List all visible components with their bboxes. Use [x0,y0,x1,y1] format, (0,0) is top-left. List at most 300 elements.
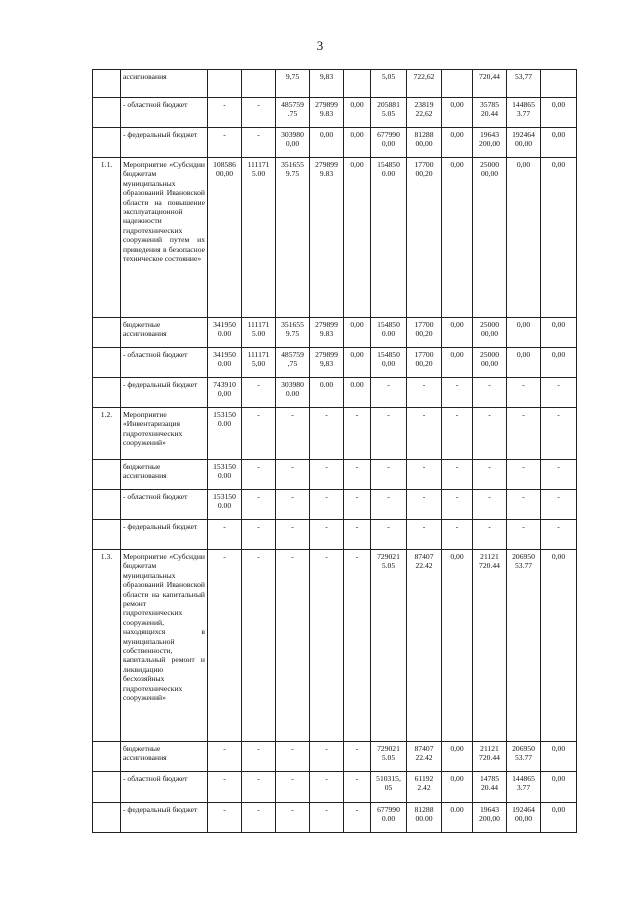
value-cell [407,348,442,378]
value-line: - [257,462,260,471]
value-cell [473,158,507,318]
value-line: - [257,100,260,109]
value-line: - [223,100,226,109]
value-cell [407,803,442,833]
value-line: 22.42 [415,561,433,571]
value-cell [371,460,407,490]
row-code-cell: 1.2. [93,408,121,460]
value-cell [541,318,577,348]
value-cell [407,520,442,550]
value-line: 0.00 [217,501,232,511]
value-line: 111171 [247,320,270,329]
value-cell [371,378,407,408]
value-cell [541,378,577,408]
value-cell [442,348,473,378]
value-line: - [355,552,359,561]
value-cell [242,158,276,318]
value-cell [442,408,473,460]
value-cell [310,70,344,98]
value-cell [371,803,407,833]
value-line: 3.77 [516,783,531,793]
value-line: - [257,774,260,783]
value-cell [242,742,276,772]
value-cell [507,742,541,772]
value-cell [541,742,577,772]
value-line: 22,62 [415,109,433,119]
value-cell [242,348,276,378]
value-cell [442,128,473,158]
value-cell [407,490,442,520]
value-cell [371,128,407,158]
row-code-cell: 1.3. [93,550,121,742]
value-line: 485759 [281,350,304,359]
row-code-cell [93,490,121,520]
value-line: 722,62 [413,72,435,81]
value-line: 25000 [480,160,499,169]
table-row [93,772,577,803]
value-cell [442,742,473,772]
value-line: - [355,805,359,814]
value-line: - [257,410,260,419]
value-cell [371,742,407,772]
value-cell [208,70,242,98]
value-cell [473,98,507,128]
value-line: 00,00 [480,169,499,179]
value-cell [276,158,310,318]
value-line: - [355,522,359,531]
value-cell [507,490,541,520]
value-line: - [355,774,359,783]
value-cell [541,98,577,128]
value-cell [507,520,541,550]
value-cell [208,490,242,520]
value-cell [442,98,473,128]
value-line: 20.44 [480,783,499,793]
value-cell [310,128,344,158]
value-line: 19643 [480,130,499,139]
value-cell [208,378,242,408]
value-line: 81288 [414,130,434,139]
value-cell [310,318,344,348]
value-line: 87407 [414,552,434,561]
value-line: - [557,522,560,531]
table-row [93,520,577,550]
value-cell [473,490,507,520]
row-label-cell: - федеральный бюджет [121,520,208,550]
value-line: 00.00 [415,814,433,824]
value-line: 0.00 [217,359,232,369]
value-line: 720.44 [479,561,500,571]
value-cell [310,520,344,550]
value-line: - [455,410,459,419]
table-row [93,348,577,378]
table-row [93,378,577,408]
value-line: 0.00 [217,419,232,429]
value-cell [310,378,344,408]
value-line: 279899 [315,160,338,169]
value-cell [407,408,442,460]
value-cell [276,803,310,833]
value-line: - [488,522,491,531]
value-cell [407,318,442,348]
value-line: 0,00 [350,100,364,109]
value-cell [276,348,310,378]
value-line: 279899 [315,320,338,329]
value-line: - [522,410,525,419]
value-line: 0,00 [551,350,566,359]
value-line: 0.00 [217,329,232,339]
value-line: - [422,380,426,389]
value-cell [507,98,541,128]
row-label-cell: - федеральный бюджет [121,378,208,408]
value-line: - [325,552,328,561]
value-cell [344,490,371,520]
value-cell [310,158,344,318]
value-line: - [387,410,390,419]
value-line: 9,75 [285,72,300,81]
value-cell [242,490,276,520]
value-cell [507,318,541,348]
value-cell [371,318,407,348]
value-line: 5.00 [251,329,266,339]
value-cell [473,460,507,490]
value-cell [208,318,242,348]
value-line: - [325,522,328,531]
value-cell [473,378,507,408]
value-cell [310,348,344,378]
value-line: 0,00 [551,160,566,169]
value-cell [442,318,473,348]
value-line: 0,00 [551,100,566,109]
value-cell [242,803,276,833]
value-line: - [257,380,260,389]
value-line: 5.00 [251,169,266,179]
value-line: - [325,805,328,814]
row-label-cell: ассигнования [121,70,208,98]
value-line: 0,00 [381,359,396,369]
value-line: 0,00 [450,320,464,329]
budget-table-body [93,70,577,833]
row-code-cell [93,378,121,408]
value-line: 341950 [213,320,236,329]
value-line: 0,00 [319,130,334,139]
value-cell [541,490,577,520]
value-line: - [422,410,426,419]
value-cell [208,550,242,742]
value-line: 729021 [377,744,400,753]
value-line: 351655 [281,320,304,329]
value-cell [407,772,442,803]
value-line: 0.00 [450,805,464,814]
value-cell [371,550,407,742]
row-label-cell: Мероприятие «Субсидии бюджетам муниципальных образований Ивановской области на капитальный ремонт гидротехнических сооружений, находящихся в муниципальной собственности, капитальный ремонт и ликвидацию бесхозяйных гидротехнических сооружений» [121,550,208,742]
row-label-cell: - федеральный бюджет [121,128,208,158]
value-line: 720.44 [479,753,500,763]
value-cell [242,128,276,158]
value-cell [473,742,507,772]
value-cell [371,408,407,460]
value-line: 192464 [512,805,535,814]
value-line: 53.77 [514,561,533,571]
value-cell [310,772,344,803]
value-line: 14785 [480,774,499,783]
value-line: 206950 [512,552,535,561]
value-cell [242,378,276,408]
value-cell [344,772,371,803]
value-cell [310,490,344,520]
value-cell [310,408,344,460]
value-line: 0.00 [217,471,232,481]
value-line: - [355,462,359,471]
value-cell [310,742,344,772]
value-line: 0,00 [551,744,566,753]
value-cell [541,460,577,490]
row-code-cell [93,318,121,348]
value-cell [276,98,310,128]
value-line: 5,00 [251,359,266,369]
value-cell [371,158,407,318]
value-cell [208,348,242,378]
value-line: - [257,744,260,753]
value-cell [371,70,407,98]
value-line: 0,00 [516,160,531,169]
value-line: 154850 [377,160,400,169]
value-line: 0,00 [450,774,464,783]
value-cell [208,520,242,550]
value-line: 25000 [480,350,499,359]
value-line: 0,00 [551,805,566,814]
value-line: 0.00 [381,329,396,339]
value-cell [276,70,310,98]
value-line: - [291,522,294,531]
value-line: 81288 [414,805,434,814]
table-row [93,158,577,318]
value-cell [208,803,242,833]
value-cell [276,378,310,408]
value-line: 20.44 [480,109,499,119]
value-line: - [557,492,560,501]
value-line: 485759 [281,100,304,109]
table-row [93,550,577,742]
value-line: 200,00 [479,814,500,824]
value-cell [541,408,577,460]
value-line: 53,77 [514,72,533,81]
value-cell [442,550,473,742]
value-line: 743910 [213,380,236,389]
value-line: 25000 [480,320,499,329]
value-line: 279899 [315,350,338,359]
value-cell [541,158,577,318]
value-line: - [257,552,260,561]
value-line: 0.00 [381,169,396,179]
value-line: - [522,462,525,471]
value-cell [407,550,442,742]
value-line: 205881 [377,100,400,109]
value-cell [310,803,344,833]
value-line: 192464 [512,130,535,139]
value-line: ,75 [287,359,298,369]
value-line: 35785 [480,100,499,109]
value-line: 0,00 [516,320,531,329]
value-line: 0,00 [285,139,300,149]
value-line: 3.77 [516,109,531,119]
row-label-cell: - областной бюджет [121,98,208,128]
value-line: - [557,462,560,471]
value-cell [208,460,242,490]
table-row [93,98,577,128]
value-line: - [257,522,260,531]
value-line: 00,00 [480,359,499,369]
value-line: - [422,462,426,471]
value-line: 0,00 [450,552,464,561]
value-line: 5.05 [381,561,396,571]
value-cell [507,70,541,98]
value-line: 5,05 [381,72,396,81]
value-cell [442,772,473,803]
value-line: - [325,410,328,419]
value-cell [473,128,507,158]
value-cell [541,128,577,158]
value-line: 00,00 [215,169,234,179]
value-line: 341950 [213,350,236,359]
value-cell [371,490,407,520]
value-line: 0,00 [551,130,566,139]
value-cell [371,98,407,128]
value-cell [442,520,473,550]
row-label-cell: - областной бюджет [121,490,208,520]
value-line: 0,00 [551,320,566,329]
row-label-cell: бюджетные ассигнования [121,742,208,772]
value-line: - [522,380,525,389]
value-cell [473,772,507,803]
row-code-cell [93,70,121,98]
value-cell [541,348,577,378]
value-line: - [223,522,226,531]
value-cell [242,772,276,803]
table-row [93,490,577,520]
table-row [93,408,577,460]
value-line: - [455,380,459,389]
value-cell [242,520,276,550]
value-cell [208,772,242,803]
value-line: 5.05 [381,109,396,119]
value-line: 9.75 [285,329,300,339]
value-line: - [522,492,525,501]
table-row [93,70,577,98]
value-line: 0,00 [217,389,232,399]
value-line: 154850 [377,320,400,329]
value-line: - [325,774,328,783]
value-cell [407,460,442,490]
value-cell [541,550,577,742]
value-line: - [455,462,459,471]
value-line: - [325,462,328,471]
row-code-cell [93,772,121,803]
value-line: 0,00 [551,774,566,783]
value-line: 0,00 [450,350,464,359]
value-line: 111171 [247,350,270,359]
row-code-cell [93,98,121,128]
value-cell [344,128,371,158]
value-cell [442,803,473,833]
value-cell [276,742,310,772]
value-cell [242,460,276,490]
value-cell [442,158,473,318]
value-line: - [522,522,525,531]
value-cell [442,70,473,98]
value-cell [473,520,507,550]
value-line: 0,00 [350,350,364,359]
value-cell [276,550,310,742]
value-cell [344,158,371,318]
value-line: - [325,492,328,501]
value-line: 206950 [512,744,535,753]
value-line: 677990 [377,130,400,139]
row-label-cell: бюджетные ассигнования [121,318,208,348]
value-line: - [257,492,260,501]
value-line: 00,00 [514,814,533,824]
table-row [93,460,577,490]
value-line: 87407 [414,744,434,753]
row-label-cell: Мероприятие «Субсидии бюджетам муниципальных образований Ивановской области на повышение эксплуатационной надежности гидротехнических сооружений путем их приведения в безопасное техническое состояние» [121,158,208,318]
value-line: - [355,410,359,419]
value-line: 9.83 [319,109,334,119]
value-line: - [488,410,491,419]
value-line: 9.83 [319,169,334,179]
table-row [93,803,577,833]
value-line: 9.75 [285,169,300,179]
value-line: 00,00 [514,139,533,149]
table-row [93,742,577,772]
value-line: - [223,130,226,139]
value-cell [242,408,276,460]
value-line: 53.77 [514,753,533,763]
value-line: - [291,410,294,419]
value-line: 00,20 [415,359,433,369]
value-cell [473,550,507,742]
value-line: - [422,522,426,531]
page-number: 3 [316,38,324,53]
value-line: 677990 [377,805,400,814]
value-line: 17700 [414,160,434,169]
value-line: 0,00 [450,160,464,169]
value-cell [473,70,507,98]
value-line: 2.42 [417,783,431,793]
value-cell [407,378,442,408]
value-line: 144865 [512,774,535,783]
value-cell [276,318,310,348]
value-line: 279899 [315,100,338,109]
value-line: 0,00 [450,744,464,753]
value-cell [344,318,371,348]
value-line: 144865 [512,100,535,109]
value-line: 5.05 [381,753,396,763]
value-cell [208,128,242,158]
value-line: - [223,774,226,783]
value-cell [507,550,541,742]
value-line: 200,00 [479,139,500,149]
value-line: 00,00 [480,329,499,339]
value-cell [310,460,344,490]
value-line: - [387,462,390,471]
row-label-cell: - областной бюджет [121,348,208,378]
value-line: - [488,462,491,471]
value-cell [344,378,371,408]
value-cell [344,803,371,833]
value-cell [473,803,507,833]
value-cell [344,742,371,772]
value-line: 9,83 [319,359,334,369]
